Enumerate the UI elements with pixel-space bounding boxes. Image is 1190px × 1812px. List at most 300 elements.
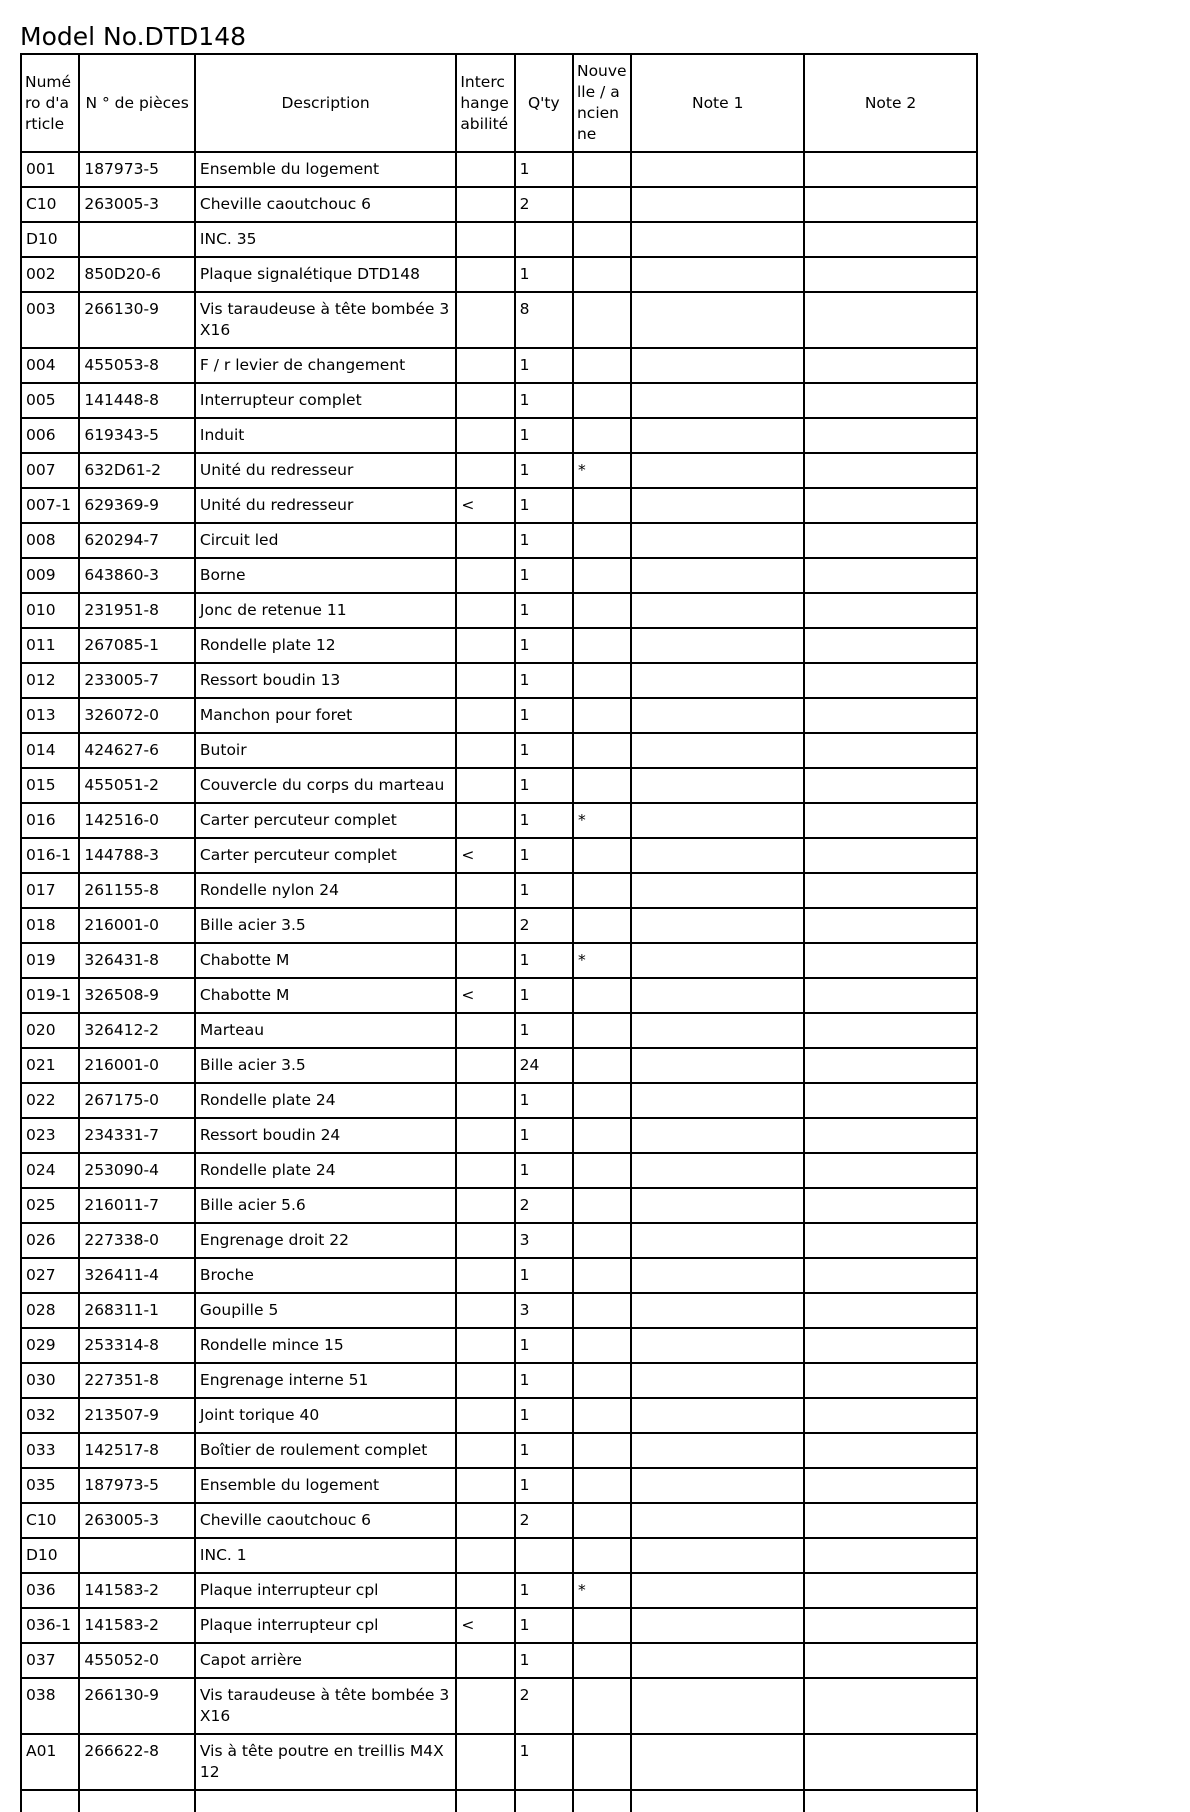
cell-note-2 [804, 558, 977, 593]
cell-empty [21, 1790, 79, 1812]
table-row [21, 523, 977, 558]
cell-note-1 [631, 523, 804, 558]
parts-table-body [21, 152, 977, 1812]
cell-new-old [573, 1398, 631, 1433]
cell-description: INC. 1 [195, 1538, 456, 1573]
table-row [21, 1538, 977, 1573]
cell-part-no: 326431-8 [79, 943, 195, 978]
cell-part-no: 216011-7 [79, 1188, 195, 1223]
cell-note-2 [804, 943, 977, 978]
cell-item-no: 036-1 [21, 1608, 79, 1643]
cell-description: Ressort boudin 24 [195, 1118, 456, 1153]
cell-empty [515, 1790, 573, 1812]
cell-description: Plaque interrupteur cpl [195, 1573, 456, 1608]
cell-qty: 2 [515, 187, 573, 222]
table-row [21, 1678, 977, 1734]
cell-interchangeability [456, 733, 514, 768]
table-row [21, 1153, 977, 1188]
cell-item-no: 009 [21, 558, 79, 593]
cell-qty: 2 [515, 1503, 573, 1538]
cell-new-old [573, 383, 631, 418]
cell-note-1 [631, 1573, 804, 1608]
cell-part-no: 227351-8 [79, 1363, 195, 1398]
cell-qty: 1 [515, 1363, 573, 1398]
cell-description: Vis taraudeuse à tête bombée 3X16 [195, 292, 456, 348]
cell-interchangeability [456, 873, 514, 908]
cell-description: Ensemble du logement [195, 1468, 456, 1503]
cell-note-1 [631, 628, 804, 663]
cell-part-no: 267085-1 [79, 628, 195, 663]
cell-part-no: 455052-0 [79, 1643, 195, 1678]
cell-interchangeability [456, 292, 514, 348]
cell-note-2 [804, 1188, 977, 1223]
cell-description: Plaque interrupteur cpl [195, 1608, 456, 1643]
cell-new-old [573, 873, 631, 908]
cell-note-2 [804, 348, 977, 383]
cell-qty: 1 [515, 1118, 573, 1153]
cell-item-no: 016 [21, 803, 79, 838]
cell-note-1 [631, 152, 804, 187]
cell-interchangeability: < [456, 488, 514, 523]
cell-note-1 [631, 187, 804, 222]
table-row [21, 1363, 977, 1398]
cell-item-no: 024 [21, 1153, 79, 1188]
cell-interchangeability [456, 593, 514, 628]
table-row [21, 257, 977, 292]
cell-item-no: 007-1 [21, 488, 79, 523]
cell-qty: 1 [515, 1083, 573, 1118]
cell-note-2 [804, 1293, 977, 1328]
table-row [21, 488, 977, 523]
cell-interchangeability [456, 558, 514, 593]
cell-interchangeability [456, 1048, 514, 1083]
cell-new-old [573, 1328, 631, 1363]
table-row [21, 348, 977, 383]
cell-empty [573, 1790, 631, 1812]
cell-note-1 [631, 943, 804, 978]
cell-description: F / r levier de changement [195, 348, 456, 383]
table-row [21, 628, 977, 663]
cell-note-2 [804, 488, 977, 523]
cell-new-old [573, 152, 631, 187]
cell-item-no: 027 [21, 1258, 79, 1293]
header-new-old: Nouvelle / ancienne [573, 54, 631, 152]
cell-description: Jonc de retenue 11 [195, 593, 456, 628]
table-row [21, 663, 977, 698]
cell-new-old: * [573, 943, 631, 978]
cell-qty: 3 [515, 1223, 573, 1258]
cell-part-no: 263005-3 [79, 187, 195, 222]
cell-item-no: 026 [21, 1223, 79, 1258]
table-row [21, 838, 977, 873]
cell-item-no: 007 [21, 453, 79, 488]
cell-note-1 [631, 1398, 804, 1433]
table-row [21, 873, 977, 908]
cell-note-2 [804, 593, 977, 628]
cell-interchangeability: < [456, 978, 514, 1013]
cell-description: Interrupteur complet [195, 383, 456, 418]
cell-note-2 [804, 1328, 977, 1363]
cell-qty: 8 [515, 292, 573, 348]
cell-note-1 [631, 1643, 804, 1678]
cell-description: Engrenage interne 51 [195, 1363, 456, 1398]
cell-description: Vis taraudeuse à tête bombée 3X16 [195, 1678, 456, 1734]
table-row [21, 1048, 977, 1083]
cell-note-1 [631, 1223, 804, 1258]
cell-new-old [573, 222, 631, 257]
cell-description: Capot arrière [195, 1643, 456, 1678]
cell-part-no: 253090-4 [79, 1153, 195, 1188]
cell-note-1 [631, 1048, 804, 1083]
cell-description: Chabotte M [195, 978, 456, 1013]
cell-item-no: 023 [21, 1118, 79, 1153]
cell-qty: 1 [515, 733, 573, 768]
cell-part-no: 266130-9 [79, 292, 195, 348]
cell-description: Cheville caoutchouc 6 [195, 187, 456, 222]
cell-note-2 [804, 1398, 977, 1433]
cell-new-old [573, 593, 631, 628]
cell-interchangeability [456, 1573, 514, 1608]
cell-item-no: 032 [21, 1398, 79, 1433]
cell-new-old [573, 1734, 631, 1790]
cell-interchangeability: < [456, 838, 514, 873]
table-row [21, 152, 977, 187]
cell-interchangeability: < [456, 1608, 514, 1643]
cell-part-no: 142516-0 [79, 803, 195, 838]
cell-note-2 [804, 698, 977, 733]
cell-description: Broche [195, 1258, 456, 1293]
cell-interchangeability [456, 152, 514, 187]
cell-description: Carter percuteur complet [195, 803, 456, 838]
table-row [21, 1643, 977, 1678]
cell-part-no: 266130-9 [79, 1678, 195, 1734]
header-part-no: N ° de pièces [79, 54, 195, 152]
table-row [21, 1468, 977, 1503]
cell-note-1 [631, 1188, 804, 1223]
cell-description: Bille acier 5.6 [195, 1188, 456, 1223]
cell-new-old [573, 1678, 631, 1734]
cell-interchangeability [456, 348, 514, 383]
cell-part-no: 326072-0 [79, 698, 195, 733]
cell-note-2 [804, 1433, 977, 1468]
cell-note-2 [804, 803, 977, 838]
cell-qty [515, 1538, 573, 1573]
table-row [21, 698, 977, 733]
cell-empty [195, 1790, 456, 1812]
cell-note-1 [631, 838, 804, 873]
cell-note-1 [631, 1608, 804, 1643]
table-row [21, 292, 977, 348]
cell-part-no: 643860-3 [79, 558, 195, 593]
cell-description: Boîtier de roulement complet [195, 1433, 456, 1468]
cell-interchangeability [456, 908, 514, 943]
cell-note-2 [804, 1153, 977, 1188]
cell-new-old [573, 663, 631, 698]
cell-note-2 [804, 1118, 977, 1153]
cell-note-2 [804, 768, 977, 803]
cell-interchangeability [456, 383, 514, 418]
cell-new-old: * [573, 803, 631, 838]
cell-part-no: 234331-7 [79, 1118, 195, 1153]
cell-qty: 24 [515, 1048, 573, 1083]
cell-empty [79, 1790, 195, 1812]
cell-part-no: 141583-2 [79, 1608, 195, 1643]
cell-item-no: 029 [21, 1328, 79, 1363]
cell-note-1 [631, 1328, 804, 1363]
cell-item-no: 038 [21, 1678, 79, 1734]
header-note-1: Note 1 [631, 54, 804, 152]
header-interchangeability: Interchangeabilité [456, 54, 514, 152]
cell-note-1 [631, 1258, 804, 1293]
cell-new-old [573, 292, 631, 348]
cell-part-no: 187973-5 [79, 1468, 195, 1503]
cell-note-2 [804, 257, 977, 292]
cell-new-old [573, 558, 631, 593]
cell-note-1 [631, 593, 804, 628]
cell-part-no: 326411-4 [79, 1258, 195, 1293]
cell-note-1 [631, 1538, 804, 1573]
header-qty: Q'ty [515, 54, 573, 152]
cell-item-no: 037 [21, 1643, 79, 1678]
cell-note-1 [631, 453, 804, 488]
cell-new-old [573, 628, 631, 663]
table-row [21, 453, 977, 488]
cell-part-no: 187973-5 [79, 152, 195, 187]
cell-description: Rondelle plate 24 [195, 1083, 456, 1118]
table-row [21, 593, 977, 628]
table-header-row [21, 54, 977, 152]
cell-note-1 [631, 1363, 804, 1398]
cell-qty: 1 [515, 1433, 573, 1468]
table-row [21, 1188, 977, 1223]
cell-qty: 1 [515, 1734, 573, 1790]
cell-new-old [573, 1433, 631, 1468]
cell-part-no: 424627-6 [79, 733, 195, 768]
cell-qty: 1 [515, 803, 573, 838]
cell-part-no: 231951-8 [79, 593, 195, 628]
cell-note-1 [631, 383, 804, 418]
cell-part-no [79, 1538, 195, 1573]
cell-new-old [573, 1013, 631, 1048]
cell-note-1 [631, 768, 804, 803]
cell-description: Borne [195, 558, 456, 593]
cell-qty: 3 [515, 1293, 573, 1328]
cell-note-1 [631, 292, 804, 348]
cell-interchangeability [456, 1328, 514, 1363]
cell-description: Ressort boudin 13 [195, 663, 456, 698]
table-row [21, 978, 977, 1013]
cell-interchangeability [456, 803, 514, 838]
cell-new-old [573, 838, 631, 873]
cell-note-1 [631, 418, 804, 453]
cell-part-no: 216001-0 [79, 908, 195, 943]
cell-new-old [573, 523, 631, 558]
cell-part-no: 142517-8 [79, 1433, 195, 1468]
cell-interchangeability [456, 1118, 514, 1153]
cell-new-old [573, 978, 631, 1013]
cell-note-1 [631, 558, 804, 593]
cell-note-1 [631, 698, 804, 733]
cell-item-no: 015 [21, 768, 79, 803]
cell-interchangeability [456, 663, 514, 698]
cell-qty: 1 [515, 593, 573, 628]
cell-qty: 2 [515, 1188, 573, 1223]
cell-item-no: 022 [21, 1083, 79, 1118]
cell-new-old [573, 1503, 631, 1538]
cell-qty: 1 [515, 488, 573, 523]
cell-part-no: 141583-2 [79, 1573, 195, 1608]
cell-part-no: 455053-8 [79, 348, 195, 383]
cell-interchangeability [456, 1223, 514, 1258]
cell-qty: 1 [515, 152, 573, 187]
cell-interchangeability [456, 1153, 514, 1188]
cell-item-no: 020 [21, 1013, 79, 1048]
cell-description: Carter percuteur complet [195, 838, 456, 873]
table-row [21, 1258, 977, 1293]
cell-description: INC. 35 [195, 222, 456, 257]
cell-part-no: 455051-2 [79, 768, 195, 803]
cell-note-2 [804, 838, 977, 873]
cell-note-2 [804, 523, 977, 558]
table-row [21, 768, 977, 803]
cell-interchangeability [456, 1538, 514, 1573]
cell-qty: 1 [515, 698, 573, 733]
cell-note-1 [631, 733, 804, 768]
cell-qty: 1 [515, 257, 573, 292]
cell-qty: 1 [515, 663, 573, 698]
cell-item-no: 003 [21, 292, 79, 348]
cell-empty [456, 1790, 514, 1812]
cell-description: Circuit led [195, 523, 456, 558]
cell-new-old [573, 908, 631, 943]
cell-part-no: 253314-8 [79, 1328, 195, 1363]
parts-table [20, 53, 978, 1812]
cell-item-no: 018 [21, 908, 79, 943]
cell-qty: 1 [515, 1643, 573, 1678]
cell-note-2 [804, 187, 977, 222]
cell-note-2 [804, 1258, 977, 1293]
cell-item-no: 035 [21, 1468, 79, 1503]
cell-description: Rondelle plate 24 [195, 1153, 456, 1188]
cell-note-2 [804, 1734, 977, 1790]
cell-part-no: 233005-7 [79, 663, 195, 698]
cell-new-old [573, 1153, 631, 1188]
cell-note-2 [804, 1223, 977, 1258]
cell-interchangeability [456, 1258, 514, 1293]
cell-interchangeability [456, 1013, 514, 1048]
cell-interchangeability [456, 453, 514, 488]
cell-note-1 [631, 1433, 804, 1468]
cell-description: Ensemble du logement [195, 152, 456, 187]
cell-new-old [573, 187, 631, 222]
cell-part-no: 144788-3 [79, 838, 195, 873]
table-row [21, 1503, 977, 1538]
cell-new-old [573, 1468, 631, 1503]
cell-description: Joint torique 40 [195, 1398, 456, 1433]
table-row [21, 1083, 977, 1118]
cell-qty: 1 [515, 1573, 573, 1608]
cell-note-1 [631, 1468, 804, 1503]
table-row [21, 1013, 977, 1048]
cell-note-2 [804, 1678, 977, 1734]
table-row [21, 1734, 977, 1790]
cell-interchangeability [456, 1188, 514, 1223]
cell-qty: 1 [515, 838, 573, 873]
cell-item-no: 001 [21, 152, 79, 187]
cell-qty: 1 [515, 978, 573, 1013]
cell-new-old [573, 768, 631, 803]
cell-item-no: 011 [21, 628, 79, 663]
cell-new-old [573, 1188, 631, 1223]
cell-part-no: 268311-1 [79, 1293, 195, 1328]
cell-part-no: 326412-2 [79, 1013, 195, 1048]
cell-note-2 [804, 1538, 977, 1573]
cell-item-no: 019-1 [21, 978, 79, 1013]
cell-item-no: D10 [21, 1538, 79, 1573]
cell-interchangeability [456, 1363, 514, 1398]
cell-description: Cheville caoutchouc 6 [195, 1503, 456, 1538]
cell-note-1 [631, 1153, 804, 1188]
cell-description: Couvercle du corps du marteau [195, 768, 456, 803]
table-row [21, 1608, 977, 1643]
cell-part-no: 261155-8 [79, 873, 195, 908]
cell-item-no: 030 [21, 1363, 79, 1398]
table-row [21, 1573, 977, 1608]
cell-qty: 1 [515, 418, 573, 453]
cell-part-no: 629369-9 [79, 488, 195, 523]
cell-note-2 [804, 453, 977, 488]
cell-new-old [573, 348, 631, 383]
cell-new-old [573, 733, 631, 768]
cell-note-2 [804, 1083, 977, 1118]
table-row [21, 908, 977, 943]
cell-interchangeability [456, 1643, 514, 1678]
cell-note-1 [631, 348, 804, 383]
cell-description: Rondelle plate 12 [195, 628, 456, 663]
table-row [21, 803, 977, 838]
cell-item-no: 004 [21, 348, 79, 383]
cell-qty: 1 [515, 628, 573, 663]
cell-new-old [573, 1538, 631, 1573]
cell-description: Rondelle mince 15 [195, 1328, 456, 1363]
cell-item-no: 016-1 [21, 838, 79, 873]
cell-description: Unité du redresseur [195, 453, 456, 488]
cell-qty: 1 [515, 558, 573, 593]
cell-new-old [573, 1363, 631, 1398]
cell-item-no: 025 [21, 1188, 79, 1223]
cell-new-old [573, 488, 631, 523]
cell-new-old: * [573, 453, 631, 488]
cell-part-no: 141448-8 [79, 383, 195, 418]
cell-qty [515, 222, 573, 257]
cell-item-no: 019 [21, 943, 79, 978]
cell-new-old [573, 257, 631, 292]
table-row [21, 222, 977, 257]
cell-item-no: 005 [21, 383, 79, 418]
cell-description: Bille acier 3.5 [195, 908, 456, 943]
cell-note-2 [804, 1468, 977, 1503]
cell-note-1 [631, 1293, 804, 1328]
cell-new-old [573, 1118, 631, 1153]
header-item-no: Numéro d'article [21, 54, 79, 152]
cell-note-1 [631, 222, 804, 257]
cell-part-no: 227338-0 [79, 1223, 195, 1258]
cell-note-2 [804, 222, 977, 257]
cell-qty: 1 [515, 383, 573, 418]
cell-part-no: 216001-0 [79, 1048, 195, 1083]
cell-description: Engrenage droit 22 [195, 1223, 456, 1258]
table-row [21, 187, 977, 222]
